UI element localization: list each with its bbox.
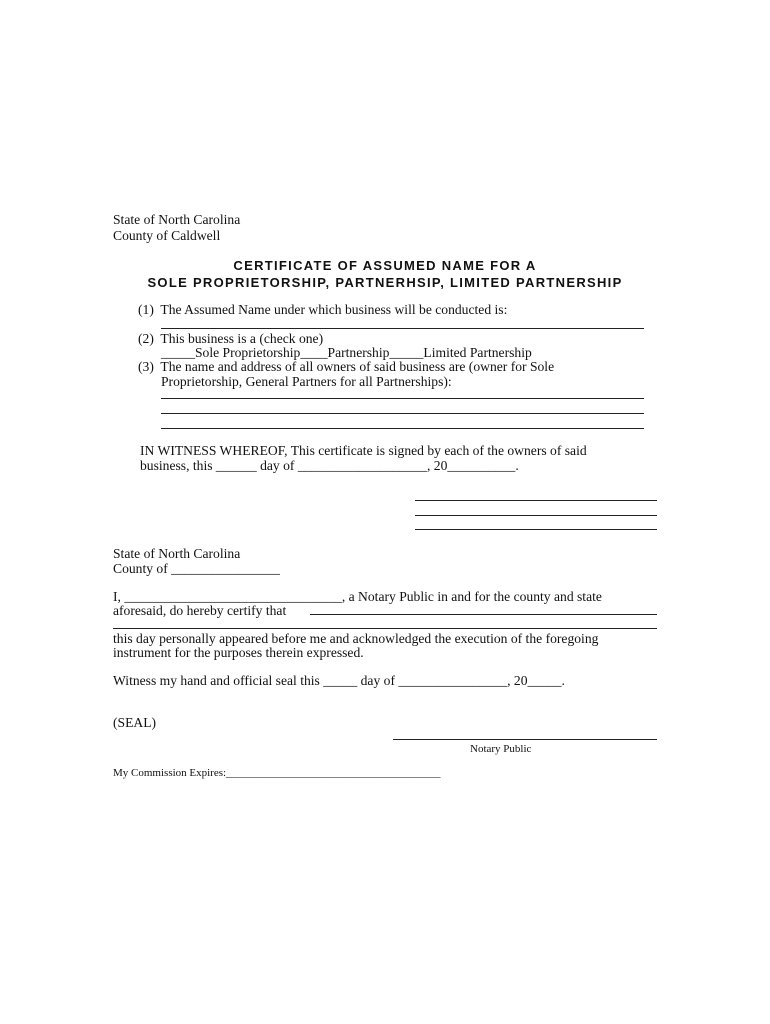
item3-owners-label-line2: Proprietorship, General Partners for all Partnerships): [161, 374, 452, 389]
notary-certify-line1[interactable]: I, ________________________________, a Notary Public in and for the county and state [113, 589, 602, 604]
certify-name-field[interactable] [310, 614, 657, 615]
witness-statement-line2[interactable]: business, this ______ day of ___________________, 20__________. [140, 458, 519, 473]
witness-hand-seal-line[interactable]: Witness my hand and official seal this _____ day of ________________, 20_____. [113, 673, 565, 688]
commission-expires-field[interactable]: My Commission Expires:_______________________________________ [113, 767, 441, 779]
notary-county-field[interactable]: County of ________________ [113, 561, 280, 576]
document-title-line1: CERTIFICATE OF ASSUMED NAME FOR A [233, 258, 537, 273]
notary-public-label: Notary Public [470, 743, 532, 755]
notary-appeared-line2: instrument for the purposes therein expressed. [113, 645, 364, 660]
owners-field-line-1[interactable] [161, 398, 644, 399]
state-label: State of North Carolina [113, 212, 241, 227]
owners-field-line-3[interactable] [161, 428, 644, 429]
witness-statement-line1: IN WITNESS WHEREOF, This certificate is signed by each of the owners of said [140, 443, 587, 458]
seal-label: (SEAL) [113, 715, 157, 730]
item2-business-type-label: (2) This business is a (check one) [138, 331, 324, 346]
certify-name-field-continued[interactable] [113, 628, 657, 629]
item1-assumed-name-label: (1) The Assumed Name under which business will be conducted is: [138, 302, 508, 317]
owner-signature-line-1[interactable] [415, 500, 657, 501]
county-label: County of Caldwell [113, 228, 221, 243]
business-type-options[interactable]: _____Sole Proprietorship____Partnership_____Limited Partnership [161, 345, 532, 360]
notary-certify-line2: aforesaid, do hereby certify that [113, 603, 287, 618]
notary-signature-line[interactable] [393, 739, 657, 740]
notary-state-label: State of North Carolina [113, 546, 241, 561]
notary-appeared-line1: this day personally appeared before me and acknowledged the execution of the foregoing [113, 631, 599, 646]
owner-signature-line-2[interactable] [415, 515, 657, 516]
assumed-name-field[interactable] [161, 328, 644, 329]
item3-owners-label-line1: (3) The name and address of all owners of said business are (owner for Sole [138, 359, 555, 374]
owners-field-line-2[interactable] [161, 413, 644, 414]
owner-signature-line-3[interactable] [415, 529, 657, 530]
document-title-line2: SOLE PROPRIETORSHIP, PARTNERHSIP, LIMITED PARTNERSHIP [147, 275, 623, 290]
